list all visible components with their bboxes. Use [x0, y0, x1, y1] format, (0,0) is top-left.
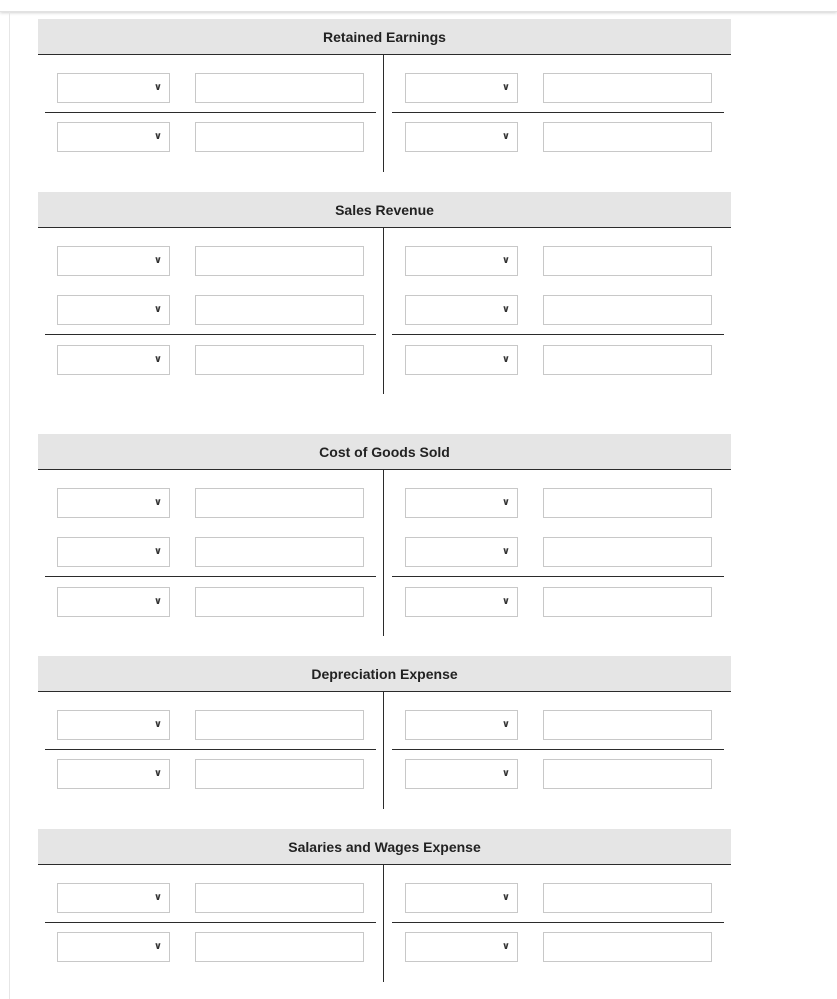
debit-amount-input[interactable]: [195, 73, 364, 103]
chevron-down-icon: ∨: [153, 546, 162, 557]
entry-row: [38, 759, 731, 791]
credit-amount-input[interactable]: [543, 537, 712, 567]
right-total-line: [392, 576, 724, 577]
debit-account-select[interactable]: [57, 932, 170, 962]
chevron-down-icon: ∨: [501, 719, 510, 730]
debit-amount-input[interactable]: [195, 345, 364, 375]
credit-amount-input[interactable]: [543, 345, 712, 375]
chevron-down-icon: ∨: [501, 354, 510, 365]
credit-account-select[interactable]: [405, 122, 518, 152]
debit-amount-input[interactable]: [195, 587, 364, 617]
credit-account-select[interactable]: [405, 295, 518, 325]
chevron-down-icon: ∨: [153, 941, 162, 952]
credit-account-select[interactable]: [405, 345, 518, 375]
debit-amount-input[interactable]: [195, 488, 364, 518]
entry-row: [38, 537, 731, 569]
credit-amount-input[interactable]: [543, 488, 712, 518]
chevron-down-icon: ∨: [153, 768, 162, 779]
credit-amount-input[interactable]: [543, 122, 712, 152]
debit-amount-input[interactable]: [195, 246, 364, 276]
t-account: [38, 19, 731, 172]
debit-account-select[interactable]: [57, 295, 170, 325]
credit-account-select[interactable]: [405, 73, 518, 103]
credit-account-select[interactable]: [405, 488, 518, 518]
chevron-down-icon: ∨: [501, 131, 510, 142]
left-total-line: [45, 749, 376, 750]
debit-account-select[interactable]: [57, 587, 170, 617]
debit-amount-input[interactable]: [195, 710, 364, 740]
t-account-body: [38, 865, 731, 982]
right-total-line: [392, 749, 724, 750]
debit-amount-input[interactable]: [195, 537, 364, 567]
entry-row: [38, 488, 731, 520]
chevron-down-icon: ∨: [153, 131, 162, 142]
chevron-down-icon: ∨: [501, 82, 510, 93]
chevron-down-icon: ∨: [153, 596, 162, 607]
credit-account-select[interactable]: [405, 883, 518, 913]
credit-account-select[interactable]: [405, 932, 518, 962]
t-account: [38, 656, 731, 809]
credit-amount-input[interactable]: [543, 759, 712, 789]
chevron-down-icon: ∨: [153, 892, 162, 903]
debit-amount-input[interactable]: [195, 932, 364, 962]
t-account-title: Cost of Goods Sold: [38, 434, 731, 470]
debit-account-select[interactable]: [57, 883, 170, 913]
left-total-line: [45, 334, 376, 335]
debit-amount-input[interactable]: [195, 883, 364, 913]
debit-account-select[interactable]: [57, 710, 170, 740]
credit-amount-input[interactable]: [543, 587, 712, 617]
credit-amount-input[interactable]: [543, 883, 712, 913]
credit-amount-input[interactable]: [543, 932, 712, 962]
right-total-line: [392, 922, 724, 923]
entry-row: [38, 345, 731, 377]
entry-row: [38, 932, 731, 964]
t-account-body: [38, 55, 731, 172]
credit-account-select[interactable]: [405, 246, 518, 276]
chevron-down-icon: ∨: [153, 354, 162, 365]
chevron-down-icon: ∨: [153, 304, 162, 315]
entry-row: [38, 710, 731, 742]
chevron-down-icon: ∨: [501, 304, 510, 315]
right-total-line: [392, 334, 724, 335]
credit-amount-input[interactable]: [543, 73, 712, 103]
chevron-down-icon: ∨: [153, 497, 162, 508]
debit-account-select[interactable]: [57, 537, 170, 567]
entry-row: [38, 587, 731, 619]
chevron-down-icon: ∨: [501, 941, 510, 952]
credit-amount-input[interactable]: [543, 246, 712, 276]
chevron-down-icon: ∨: [501, 596, 510, 607]
credit-account-select[interactable]: [405, 537, 518, 567]
right-total-line: [392, 112, 724, 113]
credit-amount-input[interactable]: [543, 295, 712, 325]
debit-account-select[interactable]: [57, 759, 170, 789]
left-border: [9, 12, 10, 999]
t-account-title: Salaries and Wages Expense: [38, 829, 731, 865]
t-account: [38, 192, 731, 394]
t-account-body: [38, 692, 731, 809]
chevron-down-icon: ∨: [501, 255, 510, 266]
chevron-down-icon: ∨: [501, 768, 510, 779]
debit-account-select[interactable]: [57, 246, 170, 276]
credit-account-select[interactable]: [405, 710, 518, 740]
entry-row: [38, 246, 731, 278]
t-account: [38, 829, 731, 982]
chevron-down-icon: ∨: [153, 82, 162, 93]
left-total-line: [45, 112, 376, 113]
entry-row: [38, 73, 731, 105]
credit-amount-input[interactable]: [543, 710, 712, 740]
debit-account-select[interactable]: [57, 122, 170, 152]
t-account: [38, 434, 731, 636]
credit-account-select[interactable]: [405, 587, 518, 617]
entry-row: [38, 883, 731, 915]
left-total-line: [45, 576, 376, 577]
top-bar: [0, 0, 837, 12]
entry-row: [38, 122, 731, 154]
t-account-title: Depreciation Expense: [38, 656, 731, 692]
left-total-line: [45, 922, 376, 923]
t-account-body: [38, 228, 731, 394]
debit-amount-input[interactable]: [195, 295, 364, 325]
debit-account-select[interactable]: [57, 73, 170, 103]
debit-amount-input[interactable]: [195, 759, 364, 789]
chevron-down-icon: ∨: [501, 892, 510, 903]
chevron-down-icon: ∨: [501, 497, 510, 508]
chevron-down-icon: ∨: [153, 719, 162, 730]
chevron-down-icon: ∨: [501, 546, 510, 557]
t-account-body: [38, 470, 731, 636]
credit-account-select[interactable]: [405, 759, 518, 789]
debit-account-select[interactable]: [57, 488, 170, 518]
debit-amount-input[interactable]: [195, 122, 364, 152]
debit-account-select[interactable]: [57, 345, 170, 375]
chevron-down-icon: ∨: [153, 255, 162, 266]
entry-row: [38, 295, 731, 327]
t-account-title: Retained Earnings: [38, 19, 731, 55]
t-account-title: Sales Revenue: [38, 192, 731, 228]
